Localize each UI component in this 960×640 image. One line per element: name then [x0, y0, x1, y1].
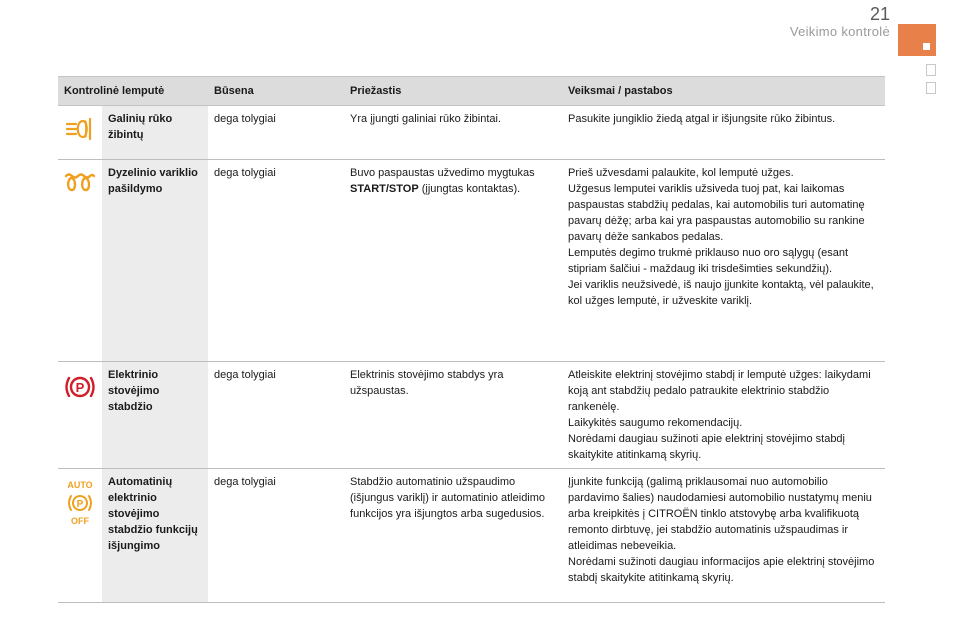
action-text: Atleiskite elektrinį stovėjimo stabdį ir lemputė užges: laikydami koją ant stabdžių pedalo patraukite elektrinio stabdžio rankenėlę.	[568, 369, 871, 413]
lamp-actions	[562, 469, 885, 603]
tab-marker	[923, 43, 930, 50]
lamp-actions	[562, 160, 885, 362]
lamp-state: dega tolygiai	[208, 469, 344, 603]
table-row	[58, 362, 885, 469]
action-text: Užgesus lemputei variklis užsiveda tuoj pat, kai laikomas paspaustas stabdžių pedalas, kai automobilis turi automatinę pavarų dėžę; arba kai yra paspaustas automobilio su rankine pavarų dėže sankabos pedalas.	[568, 183, 865, 243]
lamp-state: dega tolygiai	[208, 160, 344, 362]
lamp-cause: Yra įjungti galiniai rūko žibintai.	[344, 106, 562, 160]
section-title: Veikimo kontrolė	[789, 24, 890, 39]
action-text: Laikykitės saugumo rekomendacijų.	[568, 417, 743, 429]
warning-lamps-table	[58, 76, 885, 603]
lamp-name: Elektrinio stovėjimo stabdžio	[102, 362, 208, 469]
table-row	[58, 469, 885, 603]
lamp-state: dega tolygiai	[208, 106, 344, 160]
parking-brake-icon	[63, 372, 97, 402]
action-text: Lemputės degimo trukmė priklauso nuo oro sąlygų (esant stipriam šalčiui - maždaug iki trisdešimties sekundžių).	[568, 247, 849, 275]
chapter-indicator	[926, 82, 936, 94]
table-row	[58, 106, 885, 160]
action-text: Jei variklis neužsivedė, iš naujo įjunkite kontaktą, vėl palaukite, kol užges lemputė, ir užveskite variklį.	[568, 279, 874, 307]
header-lamp: Kontrolinė lemputė	[58, 77, 208, 106]
table-header-row	[58, 77, 885, 106]
icon-cell	[58, 106, 102, 160]
chapter-indicator	[926, 64, 936, 76]
lamp-cause: Elektrinis stovėjimo stabdys yra užspaustas.	[344, 362, 562, 469]
lamp-name: Dyzelinio variklio pašildymo	[102, 160, 208, 362]
header-state: Būsena	[208, 77, 344, 106]
svg-text:P: P	[75, 380, 85, 395]
lamp-actions	[562, 362, 885, 469]
lamp-actions	[562, 106, 885, 160]
chapter-tab	[898, 24, 936, 56]
start-stop-label: START/STOP	[350, 183, 419, 195]
auto-parking-brake-off-icon	[63, 479, 97, 527]
icon-cell	[58, 160, 102, 362]
icon-cell	[58, 362, 102, 469]
auto-label: AUTO	[67, 480, 93, 490]
header-cause: Priežastis	[344, 77, 562, 106]
cause-text: Buvo paspaustas užvedimo mygtukas	[350, 167, 535, 179]
rear-fog-lamp-icon	[63, 116, 97, 142]
icon-cell	[58, 469, 102, 603]
lamp-cause	[344, 160, 562, 362]
cause-text: (įjungtas kontaktas).	[418, 183, 521, 195]
lamp-name: Automatinių elektrinio stovėjimo stabdžio funkcijų išjungimo	[102, 469, 208, 603]
action-text: Pasukite jungiklio žiedą atgal ir išjungsite rūko žibintus.	[568, 113, 836, 125]
action-text: Norėdami daugiau sužinoti apie elektrinį stovėjimo stabdį skaitykite atitinkamą skyrių.	[568, 433, 845, 461]
table-row	[58, 160, 885, 362]
lamp-cause: Stabdžio automatinio užspaudimo (išjungus variklį) ir automatinio atleidimo funkcijos yra išjungtos arba sugedusios.	[344, 469, 562, 603]
off-label: OFF	[71, 516, 89, 526]
action-text: Norėdami sužinoti daugiau informacijos apie elektrinį stovėjimo stabdį skaitykite atitinkamą skyrių.	[568, 556, 875, 584]
svg-text:P: P	[76, 499, 84, 510]
lamp-state: dega tolygiai	[208, 362, 344, 469]
action-text: Prieš užvesdami palaukite, kol lemputė užges.	[568, 167, 794, 179]
header-actions: Veiksmai / pastabos	[562, 77, 885, 106]
page-number: 21	[869, 4, 890, 24]
diesel-preheating-icon	[63, 170, 97, 194]
action-text: Įjunkite funkciją (galimą priklausomai nuo automobilio pardavimo šalies) naudodamiesi automobilio nustatymų meniu arba kreipkitės į CITROËN tinklo atstovybę arba kvalifikuotą remonto dirbtuvę, jei stabdžio automatinis užspaudimas ir atleidimas nebeveikia.	[568, 476, 872, 552]
lamp-name: Galinių rūko žibintų	[102, 106, 208, 160]
